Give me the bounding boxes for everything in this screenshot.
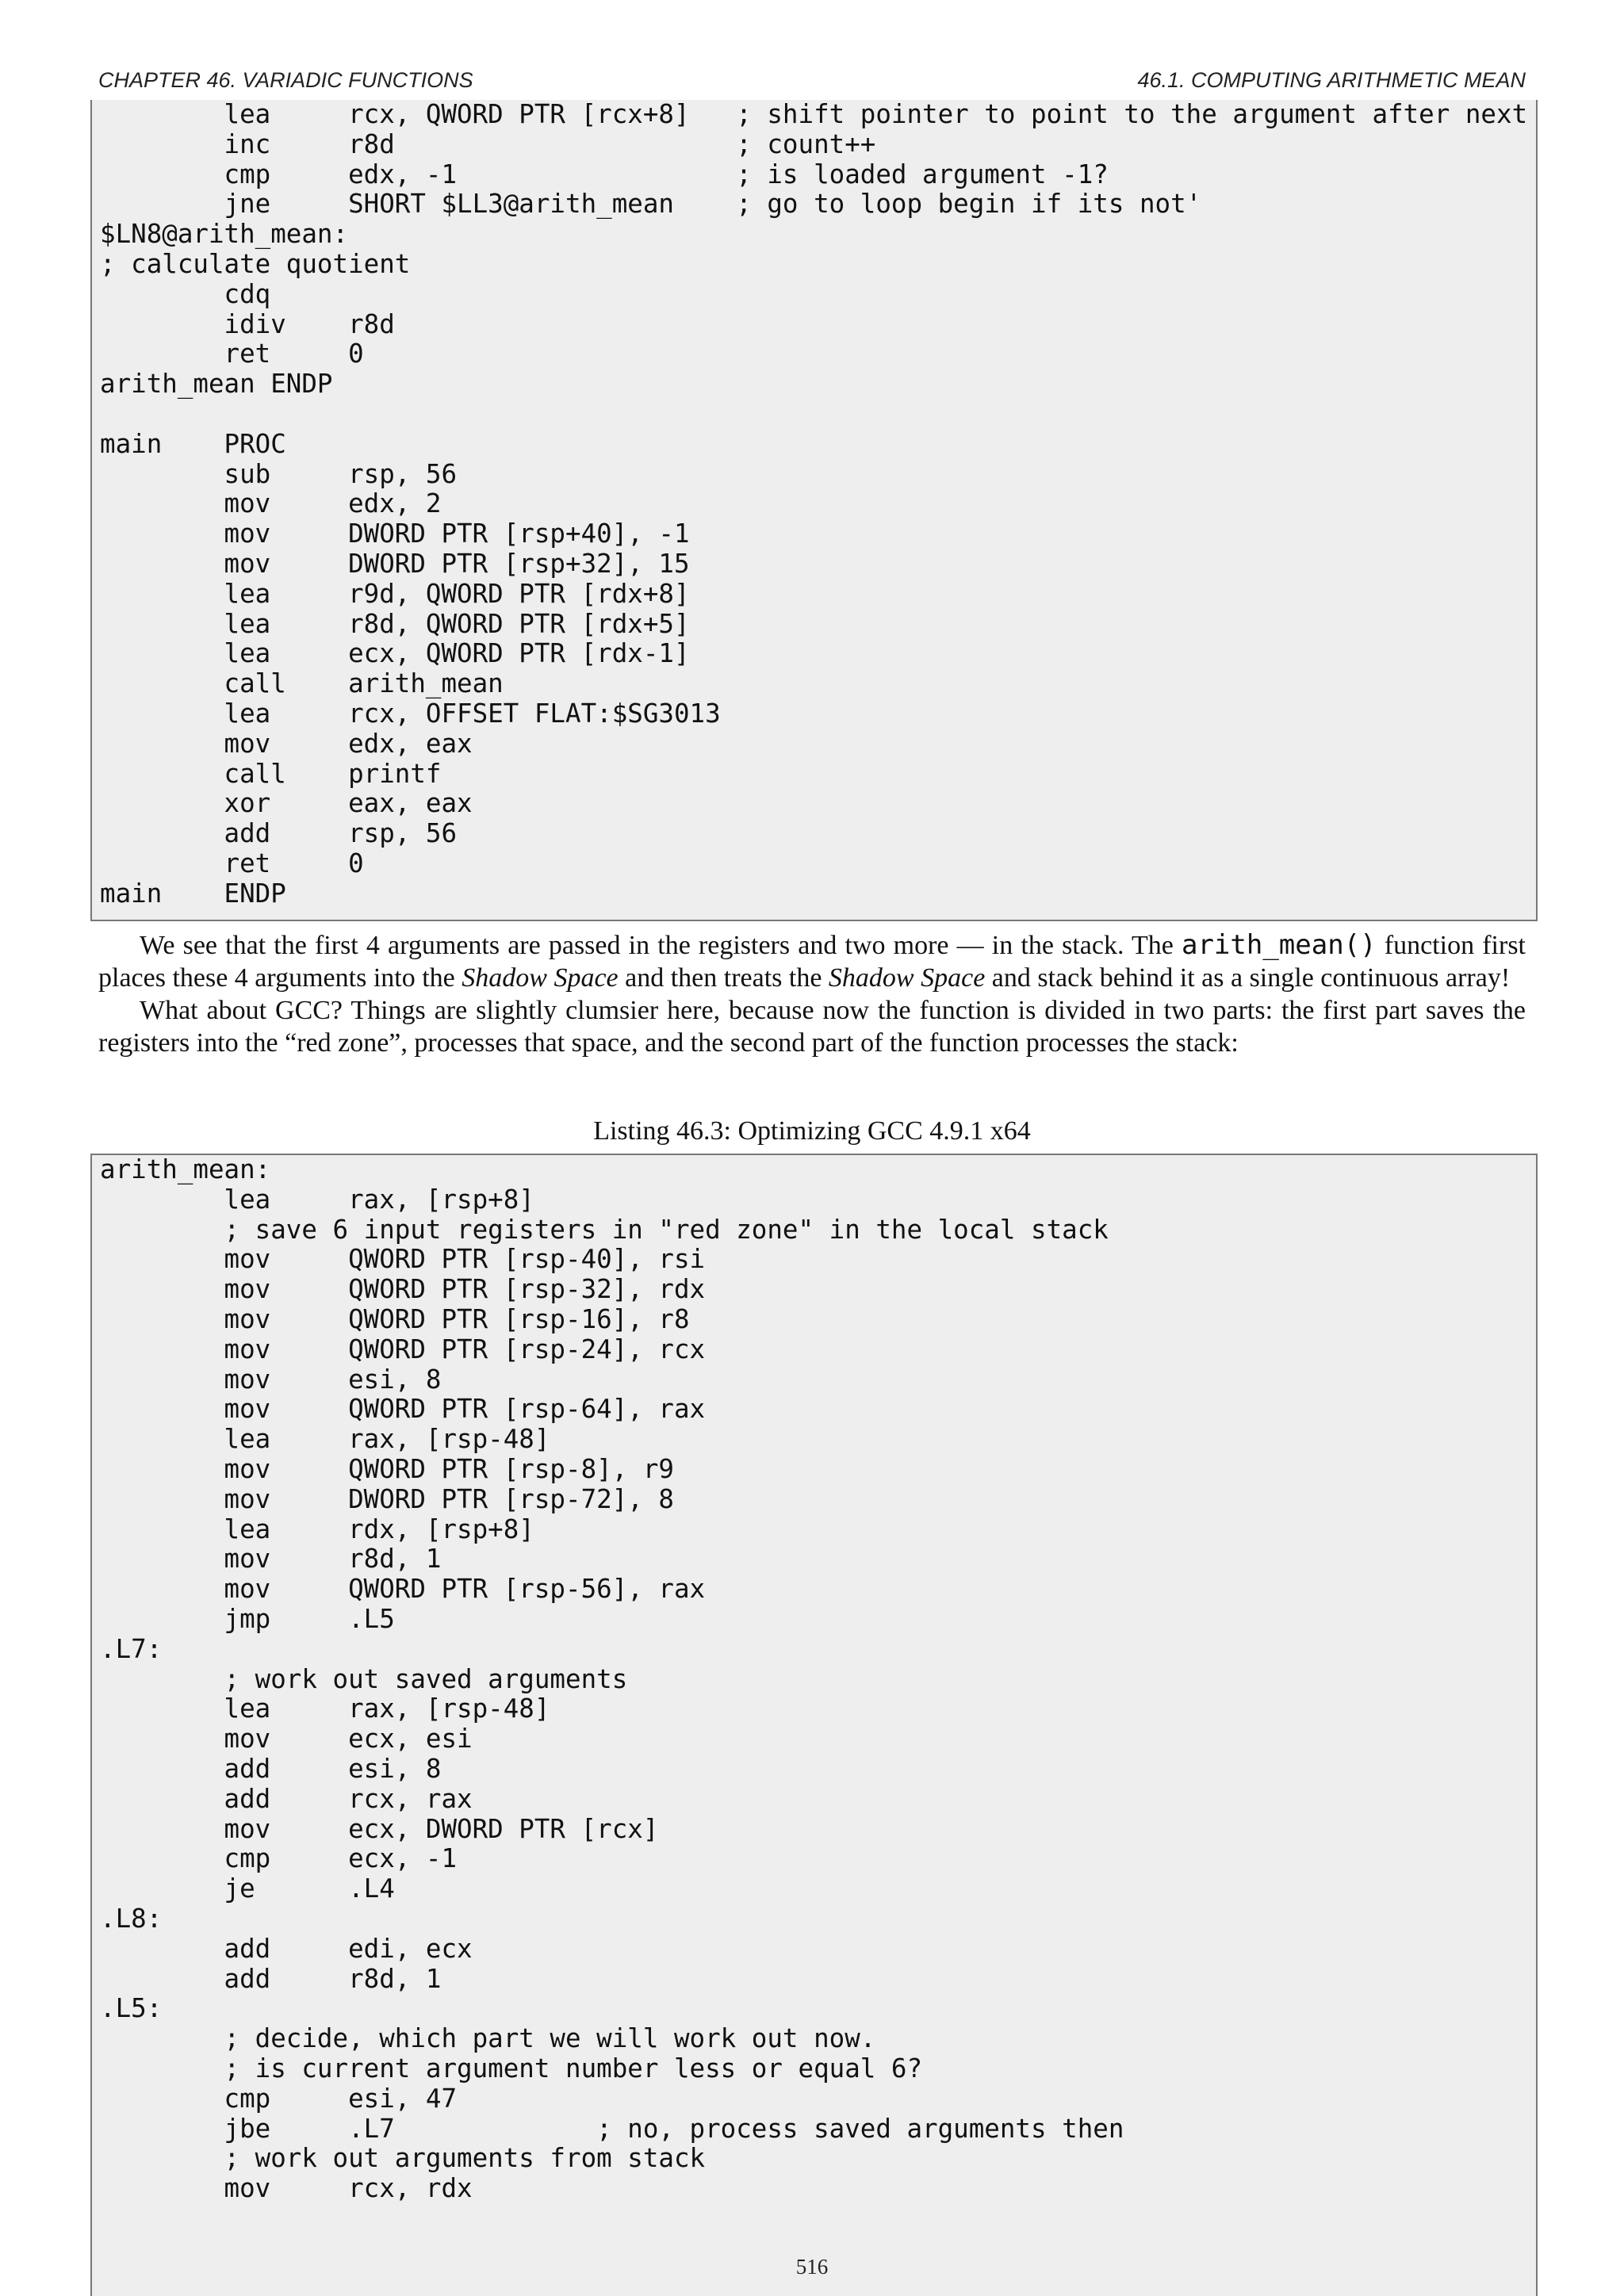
term-shadow-space: Shadow Space	[462, 963, 619, 993]
code-line: ; decide, which part we will work out now.	[100, 2023, 876, 2054]
code-line: lea rax, [rsp-48]	[100, 1693, 550, 1724]
code-line: ret 0	[100, 848, 364, 878]
code-line: cmp edx, -1 ; is loaded argument -1?	[100, 159, 1109, 189]
code-line: mov QWORD PTR [rsp-64], rax	[100, 1394, 706, 1425]
code-line: xor eax, eax	[100, 788, 473, 819]
code-line: ; work out saved arguments	[100, 1663, 628, 1694]
code-line: call arith_mean	[100, 668, 504, 699]
code-line: mov edx, eax	[100, 728, 473, 759]
code-line: .L7:	[100, 1633, 163, 1664]
code-line: mov QWORD PTR [rsp-32], rdx	[100, 1274, 706, 1305]
chapter-title: CHAPTER 46. VARIADIC FUNCTIONS	[98, 68, 473, 92]
paragraph-gcc: What about GCC? Things are slightly clumsier here, because now the function is divided in two parts: the first part saves the registers into the “red zone”, processes that space, and the second part of the function processes the stack:	[98, 996, 1526, 1058]
code-line: arith_mean ENDP	[100, 369, 333, 400]
code-line: mov r8d, 1	[100, 1544, 442, 1575]
code-line: mov ecx, esi	[100, 1724, 473, 1755]
code-line: add esi, 8	[100, 1753, 442, 1784]
code-line: ; is current argument number less or equal 6?	[100, 2053, 923, 2084]
code-line: mov QWORD PTR [rsp-40], rsi	[100, 1244, 706, 1275]
code-line: mov QWORD PTR [rsp-24], rcx	[100, 1334, 706, 1364]
code-line: cmp esi, 47	[100, 2083, 458, 2114]
inline-code-arith-mean: arith_mean()	[1181, 929, 1377, 961]
code-line: mov edx, 2	[100, 488, 442, 519]
code-line: lea rcx, OFFSET FLAT:$SG3013	[100, 698, 721, 729]
code-listing-gcc	[90, 1154, 1538, 2296]
code-line	[100, 400, 1536, 430]
code-line: cdq	[100, 278, 271, 309]
code-line: ; calculate quotient	[100, 248, 411, 279]
code-line: idiv r8d	[100, 308, 395, 339]
code-line: lea rdx, [rsp+8]	[100, 1513, 534, 1544]
code-line: mov QWORD PTR [rsp-8], r9	[100, 1453, 674, 1484]
code-line: lea rax, [rsp+8]	[100, 1184, 534, 1215]
code-line: mov QWORD PTR [rsp-56], rax	[100, 1574, 706, 1605]
body-text	[98, 929, 1526, 1059]
code-line: mov DWORD PTR [rsp-72], 8	[100, 1483, 674, 1514]
code-line: add rcx, rax	[100, 1783, 473, 1814]
code-line: lea r9d, QWORD PTR [rdx+8]	[100, 578, 690, 609]
code-line: cmp ecx, -1	[100, 1843, 458, 1874]
code-line: lea r8d, QWORD PTR [rdx+5]	[100, 608, 690, 639]
code-line: ret 0	[100, 339, 364, 369]
code-line: je .L4	[100, 1873, 395, 1904]
code-line: jmp .L5	[100, 1603, 395, 1634]
code-line: main ENDP	[100, 878, 286, 909]
term-shadow-space: Shadow Space	[828, 963, 986, 993]
code-line: add edi, ecx	[100, 1933, 473, 1964]
code-line: lea rax, [rsp-48]	[100, 1424, 550, 1455]
code-line: mov DWORD PTR [rsp+40], -1	[100, 519, 690, 549]
code-listing-top	[90, 100, 1538, 921]
code-line: ; save 6 input registers in "red zone" in the local stack	[100, 1214, 1109, 1245]
running-header	[98, 68, 1526, 101]
code-line: arith_mean:	[100, 1154, 271, 1184]
code-line: lea rcx, QWORD PTR [rcx+8] ; shift pointer to point to the argument after next	[100, 99, 1528, 129]
code-line: mov DWORD PTR [rsp+32], 15	[100, 548, 690, 579]
code-line: sub rsp, 56	[100, 458, 458, 489]
code-line: $LN8@arith_mean:	[100, 219, 349, 250]
code-line: mov rcx, rdx	[100, 2173, 473, 2204]
listing-caption: Listing 46.3: Optimizing GCC 4.9.1 x64	[593, 1116, 1031, 1146]
code-line: inc r8d ; count++	[100, 128, 876, 159]
section-title: 46.1. COMPUTING ARITHMETIC MEAN	[1137, 68, 1526, 92]
code-line: add r8d, 1	[100, 1963, 442, 1994]
code-line: mov esi, 8	[100, 1364, 442, 1395]
code-line: ; work out arguments from stack	[100, 2143, 706, 2174]
code-line: lea ecx, QWORD PTR [rdx-1]	[100, 638, 690, 669]
code-line: add rsp, 56	[100, 818, 458, 849]
code-line: jne SHORT $LL3@arith_mean ; go to loop begin if its not'	[100, 189, 1202, 220]
code-line: call printf	[100, 758, 442, 789]
code-line: .L5:	[100, 1993, 163, 2024]
code-line: mov QWORD PTR [rsp-16], r8	[100, 1303, 690, 1334]
paragraph-shadow-space: We see that the first 4 arguments are passed in the registers and two more — in the stack. The arith_mean() function first places these 4 arguments into the Shadow Space and then treats the Shadow Space and stack behind it as a single continuous array!	[98, 929, 1526, 993]
code-line: main PROC	[100, 428, 286, 459]
code-line: mov ecx, DWORD PTR [rcx]	[100, 1813, 659, 1844]
code-line: .L8:	[100, 1903, 163, 1934]
page-number: 516	[795, 2255, 829, 2279]
code-line: jbe .L7 ; no, process saved arguments then	[100, 2113, 1124, 2144]
